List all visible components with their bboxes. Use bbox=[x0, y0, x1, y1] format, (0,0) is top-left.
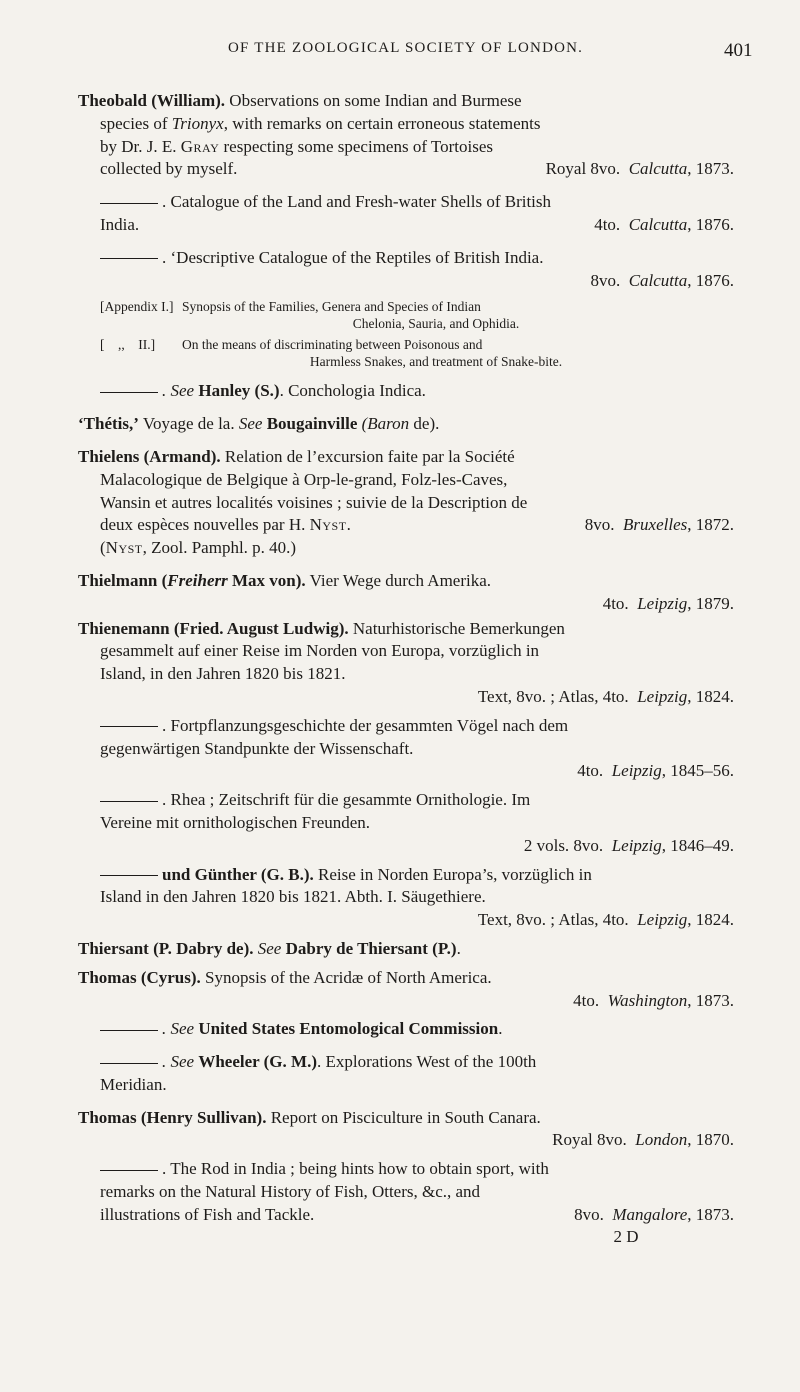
entry-author-italic: Freiherr bbox=[167, 570, 228, 590]
entry-year: , 1873. bbox=[687, 159, 734, 179]
entry-text: de). bbox=[409, 414, 440, 434]
appendix-note-1 bbox=[78, 298, 734, 332]
entry-thienemann-gunther bbox=[78, 864, 734, 932]
entry-text: , with remarks on certain erroneous statements bbox=[223, 113, 541, 133]
entry-text: remarks on the Natural History of Fish, Otters, &c., and bbox=[100, 1182, 481, 1202]
entry-place: Calcutta bbox=[628, 159, 688, 179]
signature-mark: 2 D bbox=[613, 1226, 639, 1246]
entry-author: Thienemann (Fried. August Ludwig). bbox=[78, 618, 349, 638]
entry-format: 2 vols. 8vo. bbox=[523, 835, 604, 855]
entry-text: . Explorations West of the 100th bbox=[317, 1052, 537, 1072]
entry-text: respecting some specimens of Tortoises bbox=[219, 136, 494, 156]
entry-thienemann-fortpflanzung bbox=[78, 715, 734, 783]
entry-year: , 1872. bbox=[687, 515, 734, 535]
entry-text: India. bbox=[100, 214, 140, 234]
note-text: Harmless Snakes, and treatment of Snake-bite. bbox=[309, 354, 563, 370]
entry-place: Leipzig bbox=[611, 761, 662, 781]
entry-smallcaps: Nyst bbox=[309, 515, 347, 535]
entry-theobald-observations bbox=[78, 90, 734, 181]
entry-author: Theobald (William). bbox=[78, 91, 226, 110]
ditto-dash bbox=[100, 1170, 158, 1171]
cross-reference: Hanley (S.) bbox=[198, 381, 280, 401]
entry-thienemann-rhea bbox=[78, 789, 734, 857]
note-label: [ ,, II.] bbox=[100, 337, 156, 353]
entry-text: Malacologique de Belgique à Orp-le-grand, Folz-les-Caves, bbox=[100, 469, 508, 489]
entry-thomas-see-wheeler bbox=[78, 1051, 734, 1097]
ditto-dash bbox=[100, 726, 158, 727]
entry-author: Thomas (Henry Sullivan). bbox=[78, 1107, 267, 1127]
entry-author: Max von). bbox=[227, 570, 306, 590]
entry-thielmann bbox=[78, 570, 734, 616]
entry-year: , 1846–49. bbox=[661, 835, 734, 855]
entry-author: Thielens (Armand). bbox=[78, 446, 221, 466]
entry-format: Text, 8vo. ; Atlas, 4to. bbox=[477, 686, 629, 706]
entry-text: . ‘Descriptive Catalogue of the Reptiles of British India. bbox=[162, 247, 544, 267]
entry-text: Vereine mit ornithologischen Freunden. bbox=[100, 812, 371, 832]
entry-text: illustrations of Fish and Tackle. bbox=[100, 1204, 315, 1224]
entry-place: Leipzig bbox=[611, 835, 662, 855]
see-reference: . See bbox=[162, 1052, 199, 1072]
entry-year: , 1873. bbox=[687, 990, 734, 1010]
note-label: [Appendix I.] bbox=[100, 299, 174, 315]
entry-text: , Zool. Pamphl. p. 40.) bbox=[142, 538, 297, 558]
entry-smallcaps: Gray bbox=[180, 136, 220, 156]
entry-text: . Fortpflanzungsgeschichte der gesammten Vögel nach dem bbox=[162, 715, 569, 735]
entry-theobald-reptiles bbox=[78, 247, 734, 293]
entry-text: Island, in den Jahren 1820 bis 1821. bbox=[100, 664, 346, 684]
cross-reference: Wheeler (G. M.) bbox=[198, 1052, 317, 1072]
entry-italic: Trionyx bbox=[171, 113, 224, 133]
entry-year: , 1876. bbox=[687, 214, 734, 234]
entry-year: , 1845–56. bbox=[661, 761, 734, 781]
entry-text: species of bbox=[100, 113, 172, 133]
entry-format: 4to. bbox=[577, 761, 604, 781]
entry-year: , 1824. bbox=[687, 910, 734, 930]
entry-place: Leipzig bbox=[637, 593, 688, 613]
entry-author: Thomas (Cyrus). bbox=[78, 967, 201, 987]
entry-thienemann-bemerkungen bbox=[78, 618, 734, 709]
entry-author: ‘Thétis,’ bbox=[78, 414, 139, 434]
entry-format: 8vo. bbox=[584, 515, 615, 535]
cross-reference: Bougainville bbox=[266, 414, 358, 434]
entry-text: Synopsis of the Acridæ of North America. bbox=[200, 967, 492, 987]
ditto-dash bbox=[100, 392, 158, 393]
entry-place: Bruxelles bbox=[623, 515, 688, 535]
entry-author: Thielmann ( bbox=[78, 570, 168, 590]
bibliography-list bbox=[78, 90, 734, 1247]
note-text: Chelonia, Sauria, and Ophidia. bbox=[352, 316, 520, 332]
see-reference: . See bbox=[162, 381, 199, 401]
entry-year: , 1870. bbox=[687, 1130, 734, 1150]
entry-text: . bbox=[498, 1019, 503, 1039]
entry-format: 4to. bbox=[573, 990, 600, 1010]
entry-thielens bbox=[78, 446, 734, 560]
entry-format: 4to. bbox=[594, 214, 621, 234]
ditto-dash bbox=[100, 875, 158, 876]
entry-text: Relation de l’excursion faite par la Société bbox=[220, 446, 515, 466]
entry-place: London bbox=[635, 1130, 688, 1150]
see-reference: See bbox=[253, 938, 286, 958]
entry-text: . Rhea ; Zeitschrift für die gesammte Ornithologie. Im bbox=[162, 790, 531, 810]
entry-text: Observations on some Indian and Burmese bbox=[225, 91, 522, 110]
entry-smallcaps: Nyst bbox=[105, 538, 143, 558]
entry-place: Leipzig bbox=[637, 686, 688, 706]
entry-place: Leipzig bbox=[637, 910, 688, 930]
cross-reference: United States Entomological Commission bbox=[198, 1019, 499, 1039]
entry-thomas-henry-rod bbox=[78, 1158, 734, 1226]
ditto-dash bbox=[100, 1063, 158, 1064]
entry-format: 4to. bbox=[602, 593, 629, 613]
ditto-dash bbox=[100, 258, 158, 259]
entry-text: Reise in Norden Europa’s, vorzüglich in bbox=[313, 864, 592, 884]
entry-text: Naturhistorische Bemerkungen bbox=[348, 618, 565, 638]
header-title: OF THE ZOOLOGICAL SOCIETY OF LONDON. bbox=[228, 40, 584, 56]
see-reference: See bbox=[238, 414, 267, 434]
entry-text: Wansin et autres localités voisines ; suivie de la Description de bbox=[100, 492, 528, 512]
entry-text: Meridian. bbox=[100, 1074, 167, 1094]
entry-theobald-see-hanley bbox=[78, 380, 734, 403]
entry-text: Voyage de la. bbox=[138, 414, 239, 434]
cross-reference: Dabry de Thiersant (P.) bbox=[285, 938, 457, 958]
entry-text: . bbox=[346, 515, 351, 535]
entry-thomas-cyrus bbox=[78, 967, 734, 1013]
entry-thomas-henry-report bbox=[78, 1107, 734, 1153]
entry-text: Report on Pisciculture in South Canara. bbox=[266, 1107, 541, 1127]
entry-text: Island in den Jahren 1820 bis 1821. Abth. I. Säugethiere. bbox=[100, 887, 486, 907]
entry-text: . The Rod in India ; being hints how to obtain sport, with bbox=[162, 1159, 549, 1179]
cross-reference-italic: (Baron bbox=[357, 414, 410, 434]
entry-theobald-catalogue-shells bbox=[78, 191, 734, 237]
entry-text: Vier Wege durch Amerika. bbox=[305, 570, 492, 590]
entry-place: Mangalore bbox=[612, 1204, 688, 1224]
entry-text: gegenwärtigen Standpunkte der Wissenschaft. bbox=[100, 738, 414, 758]
entry-year: , 1876. bbox=[687, 270, 734, 290]
entry-format: 8vo. bbox=[574, 1204, 604, 1224]
entry-place: Calcutta bbox=[628, 214, 688, 234]
entry-text: by Dr. J. E. bbox=[100, 136, 181, 156]
note-text: On the means of discriminating between Poisonous and bbox=[182, 337, 483, 353]
appendix-note-2 bbox=[78, 336, 734, 370]
entry-thetis bbox=[78, 413, 734, 436]
see-reference: . See bbox=[162, 1019, 199, 1039]
entry-text: . bbox=[456, 938, 461, 958]
entry-author: Thiersant (P. Dabry de). bbox=[78, 938, 254, 958]
entry-thiersant bbox=[78, 938, 734, 961]
entry-format: 8vo. bbox=[590, 270, 621, 290]
note-text: Synopsis of the Families, Genera and Species of Indian bbox=[182, 299, 481, 315]
ditto-dash bbox=[100, 203, 158, 204]
entry-text: deux espèces nouvelles par H. bbox=[100, 515, 310, 535]
entry-format: Royal 8vo. bbox=[545, 159, 621, 179]
entry-year: , 1873. bbox=[687, 1204, 734, 1224]
entry-text: . Conchologia Indica. bbox=[279, 381, 426, 401]
ditto-dash bbox=[100, 801, 158, 802]
entry-text: ( bbox=[100, 538, 106, 558]
entry-year: , 1879. bbox=[687, 593, 734, 613]
entry-place: Calcutta bbox=[628, 270, 688, 290]
entry-format: Royal 8vo. bbox=[552, 1130, 627, 1150]
entry-text: . Catalogue of the Land and Fresh-water Shells of British bbox=[162, 192, 552, 212]
page-number: 401 bbox=[724, 40, 753, 61]
entry-text: gesammelt auf einer Reise im Norden von Europa, vorzüglich in bbox=[100, 641, 540, 661]
entry-text: collected by myself. bbox=[100, 159, 238, 179]
entry-year: , 1824. bbox=[687, 686, 734, 706]
entry-author: und Günther (G. B.). bbox=[162, 864, 314, 884]
entry-format: Text, 8vo. ; Atlas, 4to. bbox=[477, 910, 629, 930]
entry-thomas-see-usec bbox=[78, 1018, 734, 1041]
entry-place: Washington bbox=[607, 990, 688, 1010]
ditto-dash bbox=[100, 1030, 158, 1031]
